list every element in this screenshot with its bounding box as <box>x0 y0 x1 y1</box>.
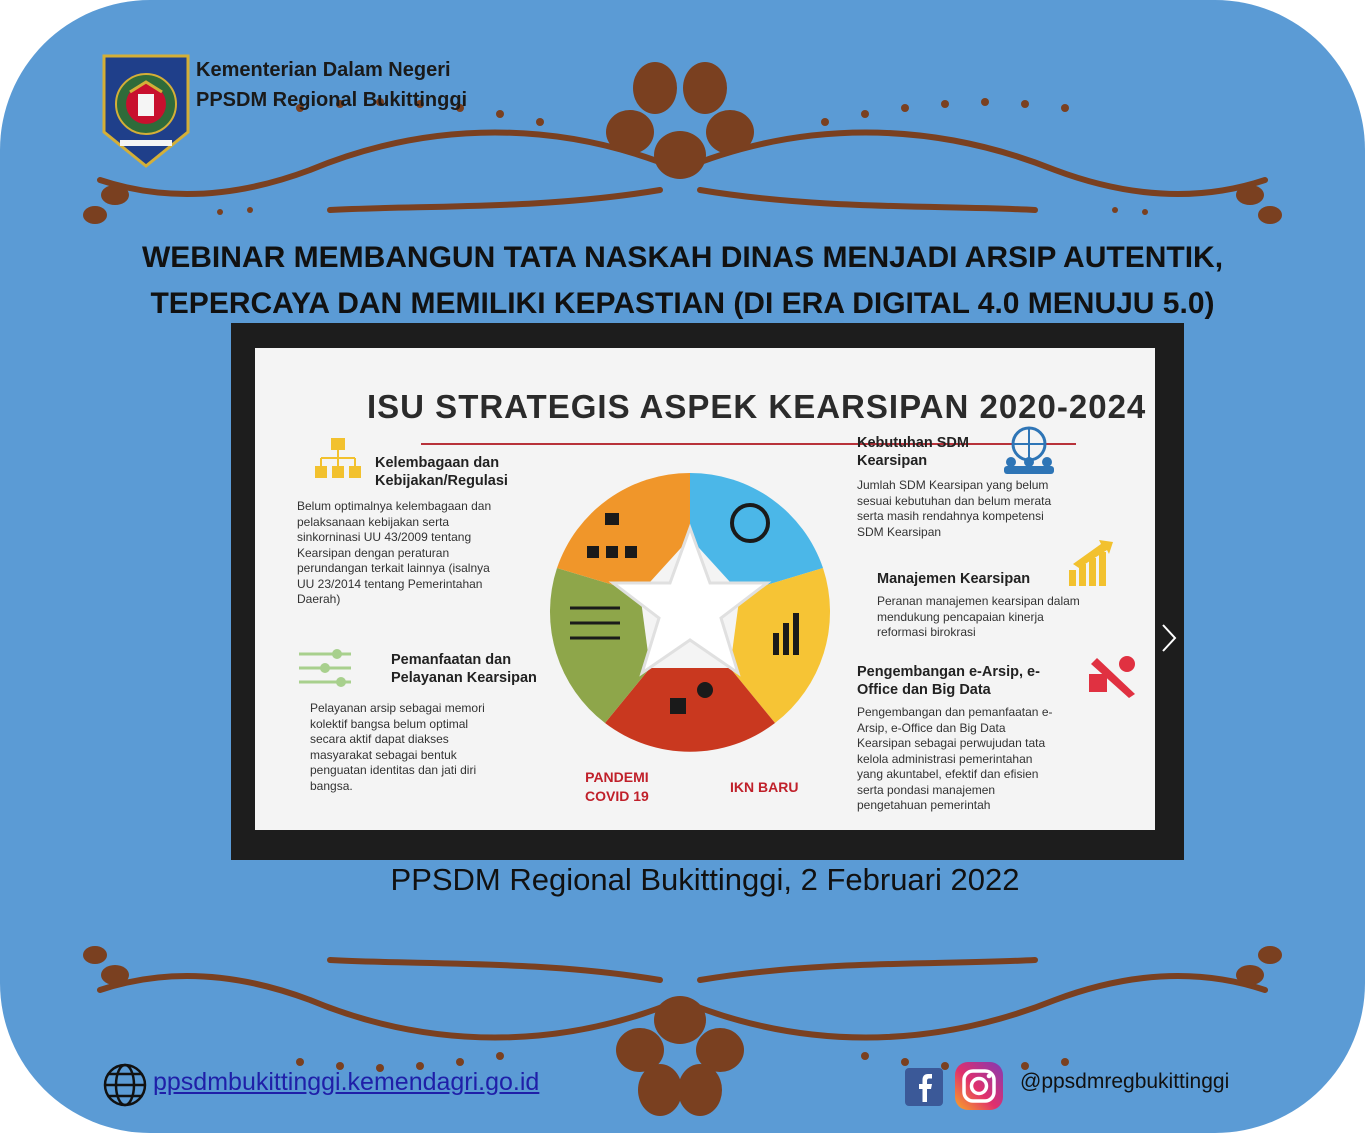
section-5-heading-2: Office dan Big Data <box>857 682 991 698</box>
body-line: sesuai kebutuhan dan belum merata <box>857 493 1052 508</box>
instagram-icon[interactable] <box>953 1060 1005 1112</box>
bottom-ornament <box>0 930 1365 1130</box>
section-1-heading-2: Kebijakan/Regulasi <box>375 473 508 489</box>
body-line: Belum optimalnya kelembagaan dan <box>297 499 492 513</box>
body-line: Arsip, e-Office dan Big Data <box>857 720 1006 735</box>
section-2-heading-1: Pemanfaatan dan <box>391 652 512 668</box>
section-3-heading-1: Kebutuhan SDM <box>857 435 969 451</box>
kemendagri-logo <box>100 52 192 170</box>
pandemi-line-1: PANDEMI <box>585 769 649 785</box>
body-line: penguatan identitas dan jati diri <box>310 763 477 777</box>
pandemi-label <box>585 768 649 806</box>
body-line: Kearsipan sebagai perwujudan tata <box>857 736 1046 750</box>
slide-image <box>231 323 1184 860</box>
section-4-heading: Manajemen Kearsipan <box>877 571 1031 587</box>
body-line: Pelayanan arsip sebagai memori <box>310 701 485 715</box>
org-line-1: Kementerian Dalam Negeri <box>196 59 451 81</box>
body-line: kolektif bangsa belum optimal <box>310 716 469 731</box>
design-tools-icon <box>1087 654 1139 700</box>
body-line: sinkorninasi UU 43/2009 tentang <box>297 530 472 544</box>
organization-name <box>196 55 467 115</box>
body-line: yang akuntabel, efektif dan efisien <box>857 767 1039 781</box>
title-line-2: TEPERCAYA DAN MEMILIKI KEPASTIAN (DI ERA DIGITAL 4.0 MENUJU 5.0) <box>150 287 1215 320</box>
event-date-location: PPSDM Regional Bukittinggi, 2 Februari 2022 <box>390 862 1020 897</box>
next-arrow-icon <box>1161 623 1177 653</box>
section-3-heading-2: Kearsipan <box>857 453 928 469</box>
body-line: secara aktif dapat diakses <box>310 732 449 746</box>
body-line: Peranan manajemen kearsipan dalam <box>877 594 1080 608</box>
body-line: UU 23/2014 tentang Pemerintahan <box>297 576 483 591</box>
slide-title: ISU STRATEGIS ASPEK KEARSIPAN 2020-2024 <box>367 388 1147 425</box>
body-line: Daerah) <box>297 592 341 606</box>
body-line: perundangan terkait lainnya (isalnya <box>297 561 490 575</box>
body-line: kelola administrasi pemerintahan <box>857 751 1033 766</box>
body-line: pengetahuan pemerintah <box>857 798 991 812</box>
body-line: SDM Kearsipan <box>857 524 942 539</box>
pandemi-line-2: COVID 19 <box>585 788 649 804</box>
body-line: Pengembangan dan pemanfaatan e- <box>857 705 1053 719</box>
section-1-body <box>297 499 491 608</box>
website-link[interactable]: ppsdmbukittinggi.kemendagri.go.id <box>153 1068 540 1096</box>
body-line: Jumlah SDM Kearsipan yang belum <box>857 478 1049 492</box>
ikn-label: IKN BARU <box>730 779 799 795</box>
body-line: bangsa. <box>310 778 353 793</box>
slide-divider <box>421 443 1076 445</box>
section-3-body <box>857 478 1051 540</box>
body-line: serta pondasi manajemen <box>857 782 996 797</box>
strategic-wheel <box>545 468 835 758</box>
people-network-icon <box>999 426 1059 474</box>
body-line: reformasi birokrasi <box>877 625 976 639</box>
social-handle: @ppsdmregbukittinggi <box>1020 1070 1230 1093</box>
section-1-heading-1: Kelembagaan dan <box>375 455 500 471</box>
section-2-heading-2: Pelayanan Kearsipan <box>391 670 537 686</box>
org-line-2: PPSDM Regional Bukittinggi <box>196 89 468 111</box>
slide-content <box>255 348 1155 830</box>
section-5-heading-1: Pengembangan e-Arsip, e- <box>857 664 1040 680</box>
body-line: masyarakat sebagai bentuk <box>310 747 457 762</box>
body-line: mendukung pencapaian kinerja <box>877 609 1044 624</box>
title-line-1: WEBINAR MEMBANGUN TATA NASKAH DINAS MENJADI ARSIP AUTENTIK, <box>141 241 1224 274</box>
growth-chart-icon <box>1065 540 1117 588</box>
section-5-body <box>857 705 1053 814</box>
globe-icon <box>102 1062 148 1108</box>
sliders-icon <box>297 648 353 688</box>
body-line: Kearsipan dengan peraturan <box>297 545 450 560</box>
section-4-body <box>877 594 1080 641</box>
hierarchy-icon <box>313 436 363 482</box>
section-2-body <box>310 701 485 794</box>
body-line: serta masih rendahnya kompetensi <box>857 509 1044 523</box>
facebook-icon[interactable] <box>905 1068 943 1106</box>
webinar-title <box>60 235 1305 327</box>
body-line: pelaksanaan kebijakan serta <box>297 514 450 529</box>
